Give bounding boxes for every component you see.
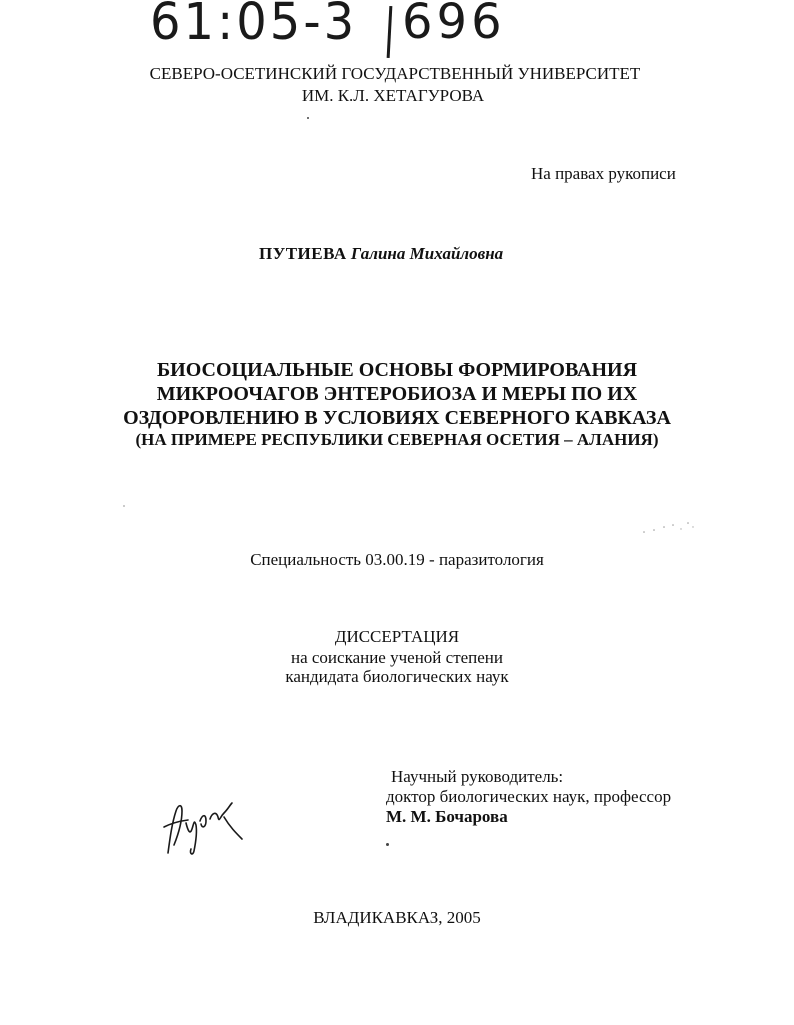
scan-speckles <box>640 518 700 538</box>
city-and-year: ВЛАДИКАВКАЗ, 2005 <box>313 908 481 927</box>
scan-speck <box>123 505 125 507</box>
author-given-names: Галина Михайловна <box>350 244 504 263</box>
thesis-title-line-4: (НА ПРИМЕРЕ РЕСПУБЛИКИ СЕВЕРНАЯ ОСЕТИЯ – АЛАНИЯ) <box>135 430 659 449</box>
thesis-title-line-1: БИОСОЦИАЛЬНЫЕ ОСНОВЫ ФОРМИРОВАНИЯ <box>156 359 638 381</box>
university-name: СЕВЕРО-ОСЕТИНСКИЙ ГОСУДАРСТВЕННЫЙ УНИВЕРСИТЕТ <box>149 64 641 83</box>
library-stamp-code: 61:05-3 <box>150 0 358 52</box>
author-name <box>259 244 503 264</box>
scan-speck <box>307 117 309 119</box>
author-surname: ПУТИЕВА <box>259 244 347 263</box>
advisor-label: Научный руководитель: <box>391 767 564 786</box>
advisor-degree: доктор биологических наук, профессор <box>386 787 672 806</box>
stamp-divider <box>387 6 393 58</box>
thesis-title-line-2: МИКРООЧАГОВ ЭНТЕРОБИОЗА И МЕРЫ ПО ИХ <box>156 383 638 405</box>
advisor-name: М. М. Бочарова <box>386 807 508 826</box>
dissertation-field-line: кандидата биологических наук <box>285 667 509 686</box>
university-dedication: ИМ. К.Л. ХЕТАГУРОВА <box>301 86 485 105</box>
dissertation-degree-line: на соискание ученой степени <box>290 648 504 667</box>
speciality: Специальность 03.00.19 - паразитология <box>250 550 544 569</box>
library-stamp-number: 696 <box>402 0 506 50</box>
scan-speck <box>386 843 389 846</box>
dissertation-heading: ДИССЕРТАЦИЯ <box>334 627 460 646</box>
rights-note: На правах рукописи <box>531 164 676 183</box>
thesis-title-line-3: ОЗДОРОВЛЕНИЮ В УСЛОВИЯХ СЕВЕРНОГО КАВКАЗА <box>123 407 671 429</box>
handwritten-signature <box>158 793 248 863</box>
